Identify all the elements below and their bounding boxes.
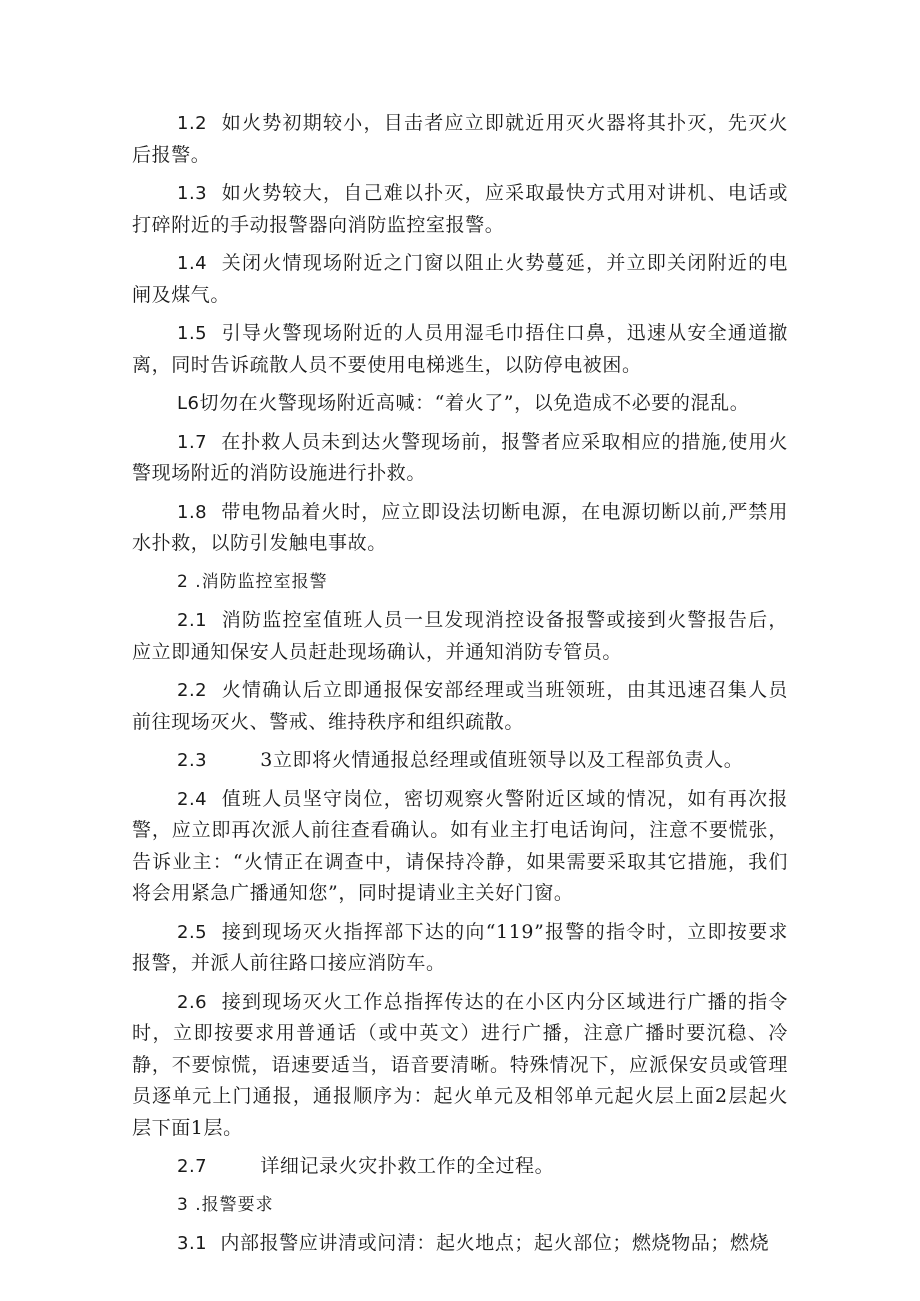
clause-number: 1.7 <box>177 431 208 453</box>
clause-text: 如火势初期较小，目击者应立即就近用灭火器将其扑灭，先灭火后报警。 <box>132 112 788 166</box>
clause-text: 值班人员坚守岗位，密切观察火警附近区域的情况，如有再次报警，应立即再次派人前往查看确认。如有业主打电话询问，注意不要慌张，告诉业主：“火情正在调查中，请保持冷静，如果需要采取其它措施，我们将会用紧急广播通知您”，同时提请业主关好门窗。 <box>132 787 788 904</box>
paragraph-3-1 <box>132 1228 788 1260</box>
paragraph-1-7 <box>132 427 788 490</box>
paragraph-1-5 <box>132 318 788 381</box>
clause-number: L6 <box>177 393 200 414</box>
paragraph-2-1 <box>132 605 788 668</box>
clause-number: 2.4 <box>177 788 208 810</box>
clause-text: 引导火警现场附近的人员用湿毛巾捂住口鼻，迅速从安全通道撤离，同时告诉疏散人员不要使用电梯逃生，以防停电被困。 <box>132 322 788 376</box>
paragraph-2-3 <box>132 745 788 777</box>
paragraph-1-6 <box>132 388 788 420</box>
clause-text: 带电物品着火时，应立即设法切断电源，在电源切断以前,严禁用水扑救，以防引发触电事故。 <box>132 500 788 554</box>
clause-text: 接到现场灭火工作总指挥传达的在小区内分区域进行广播的指令时，立即按要求用普通话（或中英文）进行广播，注意广播时要沉稳、冷静，不要惊慌，语速要适当，语音要清晰。特殊情况下，应派保安员或管理员逐单元上门通报，通报顺序为：起火单元及相邻单元起火层上面2层起火层下面1层。 <box>132 990 788 1139</box>
paragraph-1-2 <box>132 108 788 171</box>
clause-number: 2.5 <box>177 921 208 943</box>
paragraph-2-6 <box>132 987 788 1145</box>
clause-number: 3.1 <box>177 1233 208 1254</box>
clause-text: 详细记录火灾扑救工作的全过程。 <box>207 1155 555 1177</box>
paragraph-2-2 <box>132 675 788 738</box>
clause-number: 1.8 <box>177 501 208 523</box>
clause-number: 1.5 <box>177 323 208 344</box>
clause-number: 2.2 <box>177 680 208 701</box>
clause-text: 火情确认后立即通报保安部经理或当班领班，由其迅速召集人员前往现场灭火、警戒、维持秩序和组织疏散。 <box>132 679 788 733</box>
clause-text: 3立即将火情通报总经理或值班领导以及工程部负责人。 <box>207 749 744 771</box>
document-body <box>132 108 788 1267</box>
paragraph-2-7 <box>132 1151 788 1183</box>
section-3-heading: 3 .报警要求 <box>177 1194 274 1215</box>
clause-text: 内部报警应讲清或问清：起火地点；起火部位；燃烧物品；燃烧 <box>220 1232 770 1254</box>
paragraph-1-4 <box>132 248 788 311</box>
clause-number: 2.6 <box>177 991 208 1013</box>
clause-text: 关闭火情现场附近之门窗以阻止火势蔓延，并立即关闭附近的电闸及煤气。 <box>132 252 788 306</box>
section-2-heading: 2 .消防监控室报警 <box>177 571 328 592</box>
clause-text: 切勿在火警现场附近高喊：“着火了”，以免造成不必要的混乱。 <box>199 392 750 414</box>
clause-text: 消防监控室值班人员一旦发现消控设备报警或接到火警报告后，应立即通知保安人员赶赴现场确认，并通知消防专管员。 <box>132 609 788 663</box>
clause-text: 接到现场灭火指挥部下达的向“119”报警的指令时，立即按要求报警，并派人前往路口接应消防车。 <box>132 920 788 974</box>
clause-number: 2.3 <box>177 750 208 771</box>
paragraph-1-8 <box>132 497 788 560</box>
clause-text: 在扑救人员未到达火警现场前，报警者应采取相应的措施,使用火警现场附近的消防设施进行扑救。 <box>132 430 788 484</box>
clause-number: 1.4 <box>177 253 208 274</box>
clause-number: 1.3 <box>177 183 208 204</box>
paragraph-1-3 <box>132 178 788 241</box>
clause-text: 如火势较大，自己难以扑灭，应采取最快方式用对讲机、电话或打碎附近的手动报警器向消防监控室报警。 <box>132 182 788 236</box>
paragraph-2-5 <box>132 917 788 980</box>
clause-number: 1.2 <box>177 113 208 134</box>
clause-number: 2.7 <box>177 1156 208 1177</box>
clause-number: 2.1 <box>177 610 208 631</box>
paragraph-2-4 <box>132 784 788 910</box>
